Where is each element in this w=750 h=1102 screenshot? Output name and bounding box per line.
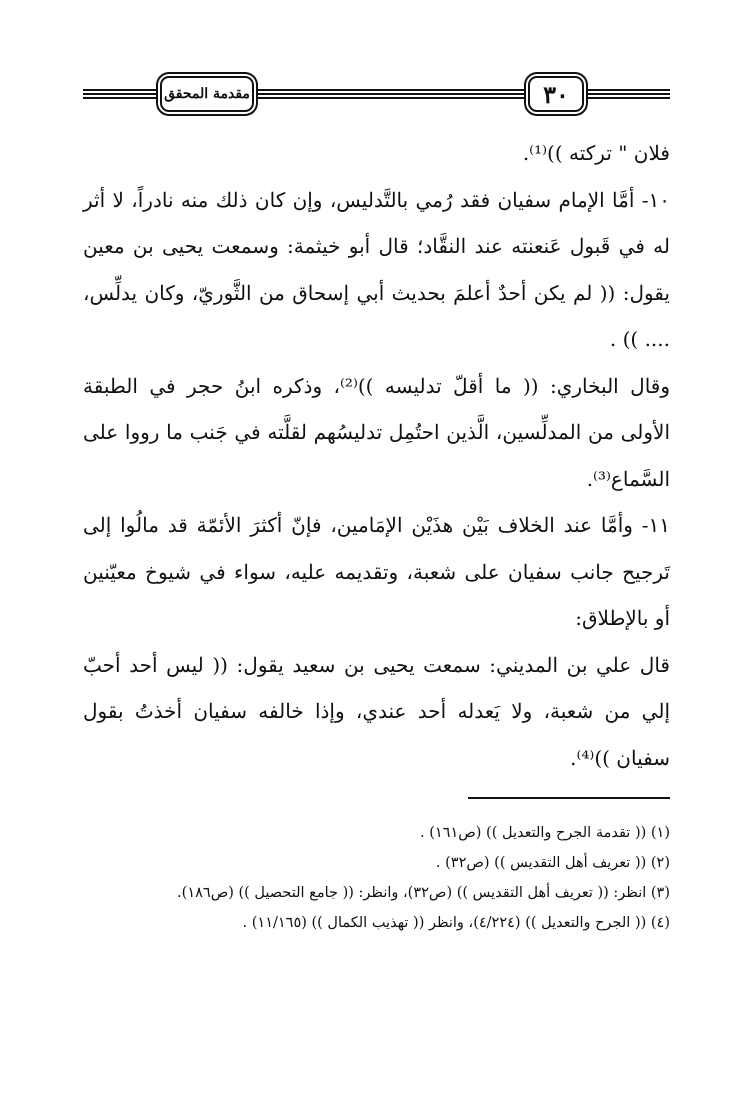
- section-title: [160, 76, 254, 112]
- section-title-text: مقدمة المحقق: [164, 86, 250, 102]
- page-number: [528, 76, 584, 112]
- footnote: (٤) (( الجرح والتعديل )) (٤/٢٢٤)، وانظر (( تهذيب الكمال )) (١١/١٦٥) .: [242, 915, 670, 931]
- paragraph: ١٠- أمَّا الإمام سفيان فقد رُمي بالتَّدليس، وإن كان ذلك منه نادراً، لا أثر له في قَبول عَنعنته عند النقَّاد؛ قال أبو خيثمة: وسمعت يحيى بن معين يقول: (( لم يكن أحدٌ أعلمَ بحديث أبي إسحاق من الثَّوريّ، وكان يدلِّس، .... )) .: [83, 187, 670, 351]
- footnote: (٣) انظر: (( تعريف أهل التقديس )) (ص٣٢)، وانظر: (( جامع التحصيل )) (ص١٨٦).: [177, 885, 670, 901]
- footnote-separator: [468, 797, 670, 799]
- page-number-text: ٣٠: [543, 79, 569, 109]
- paragraph: ١١- وأمَّا عند الخلاف بَيْن هذَيْن الإمَامين، فإنّ أكثرَ الأئمّة قد مالُوا إلى تَرجيح جانب سفيان على شعبة، وتقديمه عليه، سواء في شيوخ معيّنين أو بالإطلاق:: [83, 513, 670, 630]
- body-text: [83, 130, 670, 781]
- footnotes: [83, 818, 670, 938]
- footnote: (١) (( تقدمة الجرح والتعديل )) (ص١٦١) .: [420, 825, 670, 841]
- paragraph: وقال البخاري: (( ما أقلّ تدليسه ))⁽²⁾، وذكره ابنُ حجر في الطبقة الأولى من المدلِّسين، الَّذين احتُمِل تدليسُهم لقلَّته في جَنب ما رووا على السَّماع⁽³⁾.: [83, 373, 671, 491]
- footnote: (٢) (( تعريف أهل التقديس )) (ص٣٢) .: [435, 855, 670, 871]
- paragraph: فلان " تركته ))⁽¹⁾.: [522, 141, 670, 165]
- paragraph: قال علي بن المديني: سمعت يحيى بن سعيد يقول: (( ليس أحد أحبّ إلي من شعبة، ولا يَعدله أحد عندي، وإذا خالفه سفيان أخذتُ بقول سفيان ))⁽⁴⁾.: [83, 652, 670, 770]
